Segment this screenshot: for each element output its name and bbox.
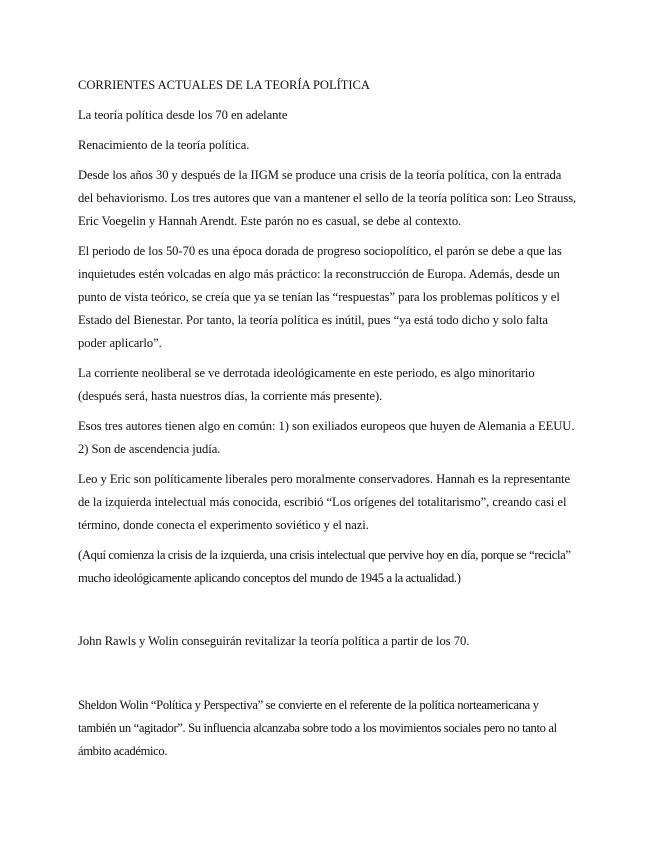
paragraph-leo-eric-hannah: Leo y Eric son políticamente liberales pero moralmente conservadores. Hannah es la representante de la izquierda intelectual más conocida, escribió “Los orígenes del totalitarismo”, creando casi el término, donde conecta el experimento soviético y el nazi. <box>78 472 571 532</box>
document-subtitle: La teoría política desde los 70 en adelante <box>78 108 288 122</box>
section-heading: Renacimiento de la teoría política. <box>78 138 250 152</box>
paragraph-period-50-70: El periodo de los 50-70 es una época dorada de progreso sociopolítico, el parón se debe a que las inquietudes estén volcadas en algo más práctico: la reconstrucción de Europa. Además, desde un punto de vista teórico, se creía que ya se tenían las “respuestas” para los problemas políticos y el Estado del Bienestar. Por tanto, la teoría política es inútil, pues “ya está todo dicho y solo falta poder aplicarlo”. <box>78 244 562 350</box>
document-title: CORRIENTES ACTUALES DE LA TEORÍA POLÍTICA <box>78 78 370 92</box>
paragraph-authors-common: Esos tres autores tienen algo en común: 1) son exiliados europeos que huyen de Alemania a EEUU. 2) Son de ascendencia judía. <box>78 419 575 456</box>
paragraph-sheldon-wolin: Sheldon Wolin “Política y Perspectiva” se convierte en el referente de la política norteamericana y también un “agitador”. Su influencia alcanzaba sobre todo a los movimientos sociales pero no tanto al ámbito académico. <box>78 698 557 758</box>
document-body <box>78 74 578 763</box>
paragraph-left-crisis: (Aquí comienza la crisis de la izquierda, una crisis intelectual que pervive hoy en día, porque se “recicla” mucho ideológicamente aplicando conceptos del mundo de 1945 a la actualidad.) <box>78 548 571 585</box>
paragraph-crisis: Desde los años 30 y después de la IIGM se produce una crisis de la teoría política, con la entrada del behaviorismo. Los tres autores que van a mantener el sello de la teoría política son: Leo Strauss, Eric Voegelin y Hannah Arendt. Este parón no es casual, se debe al contexto. <box>78 168 577 228</box>
paragraph-neoliberal: La corriente neoliberal se ve derrotada ideológicamente en este periodo, es algo minoritario (después será, hasta nuestros días, la corriente más presente). <box>78 366 535 403</box>
paragraph-rawls-wolin: John Rawls y Wolin conseguirán revitalizar la teoría política a partir de los 70. <box>78 634 470 648</box>
